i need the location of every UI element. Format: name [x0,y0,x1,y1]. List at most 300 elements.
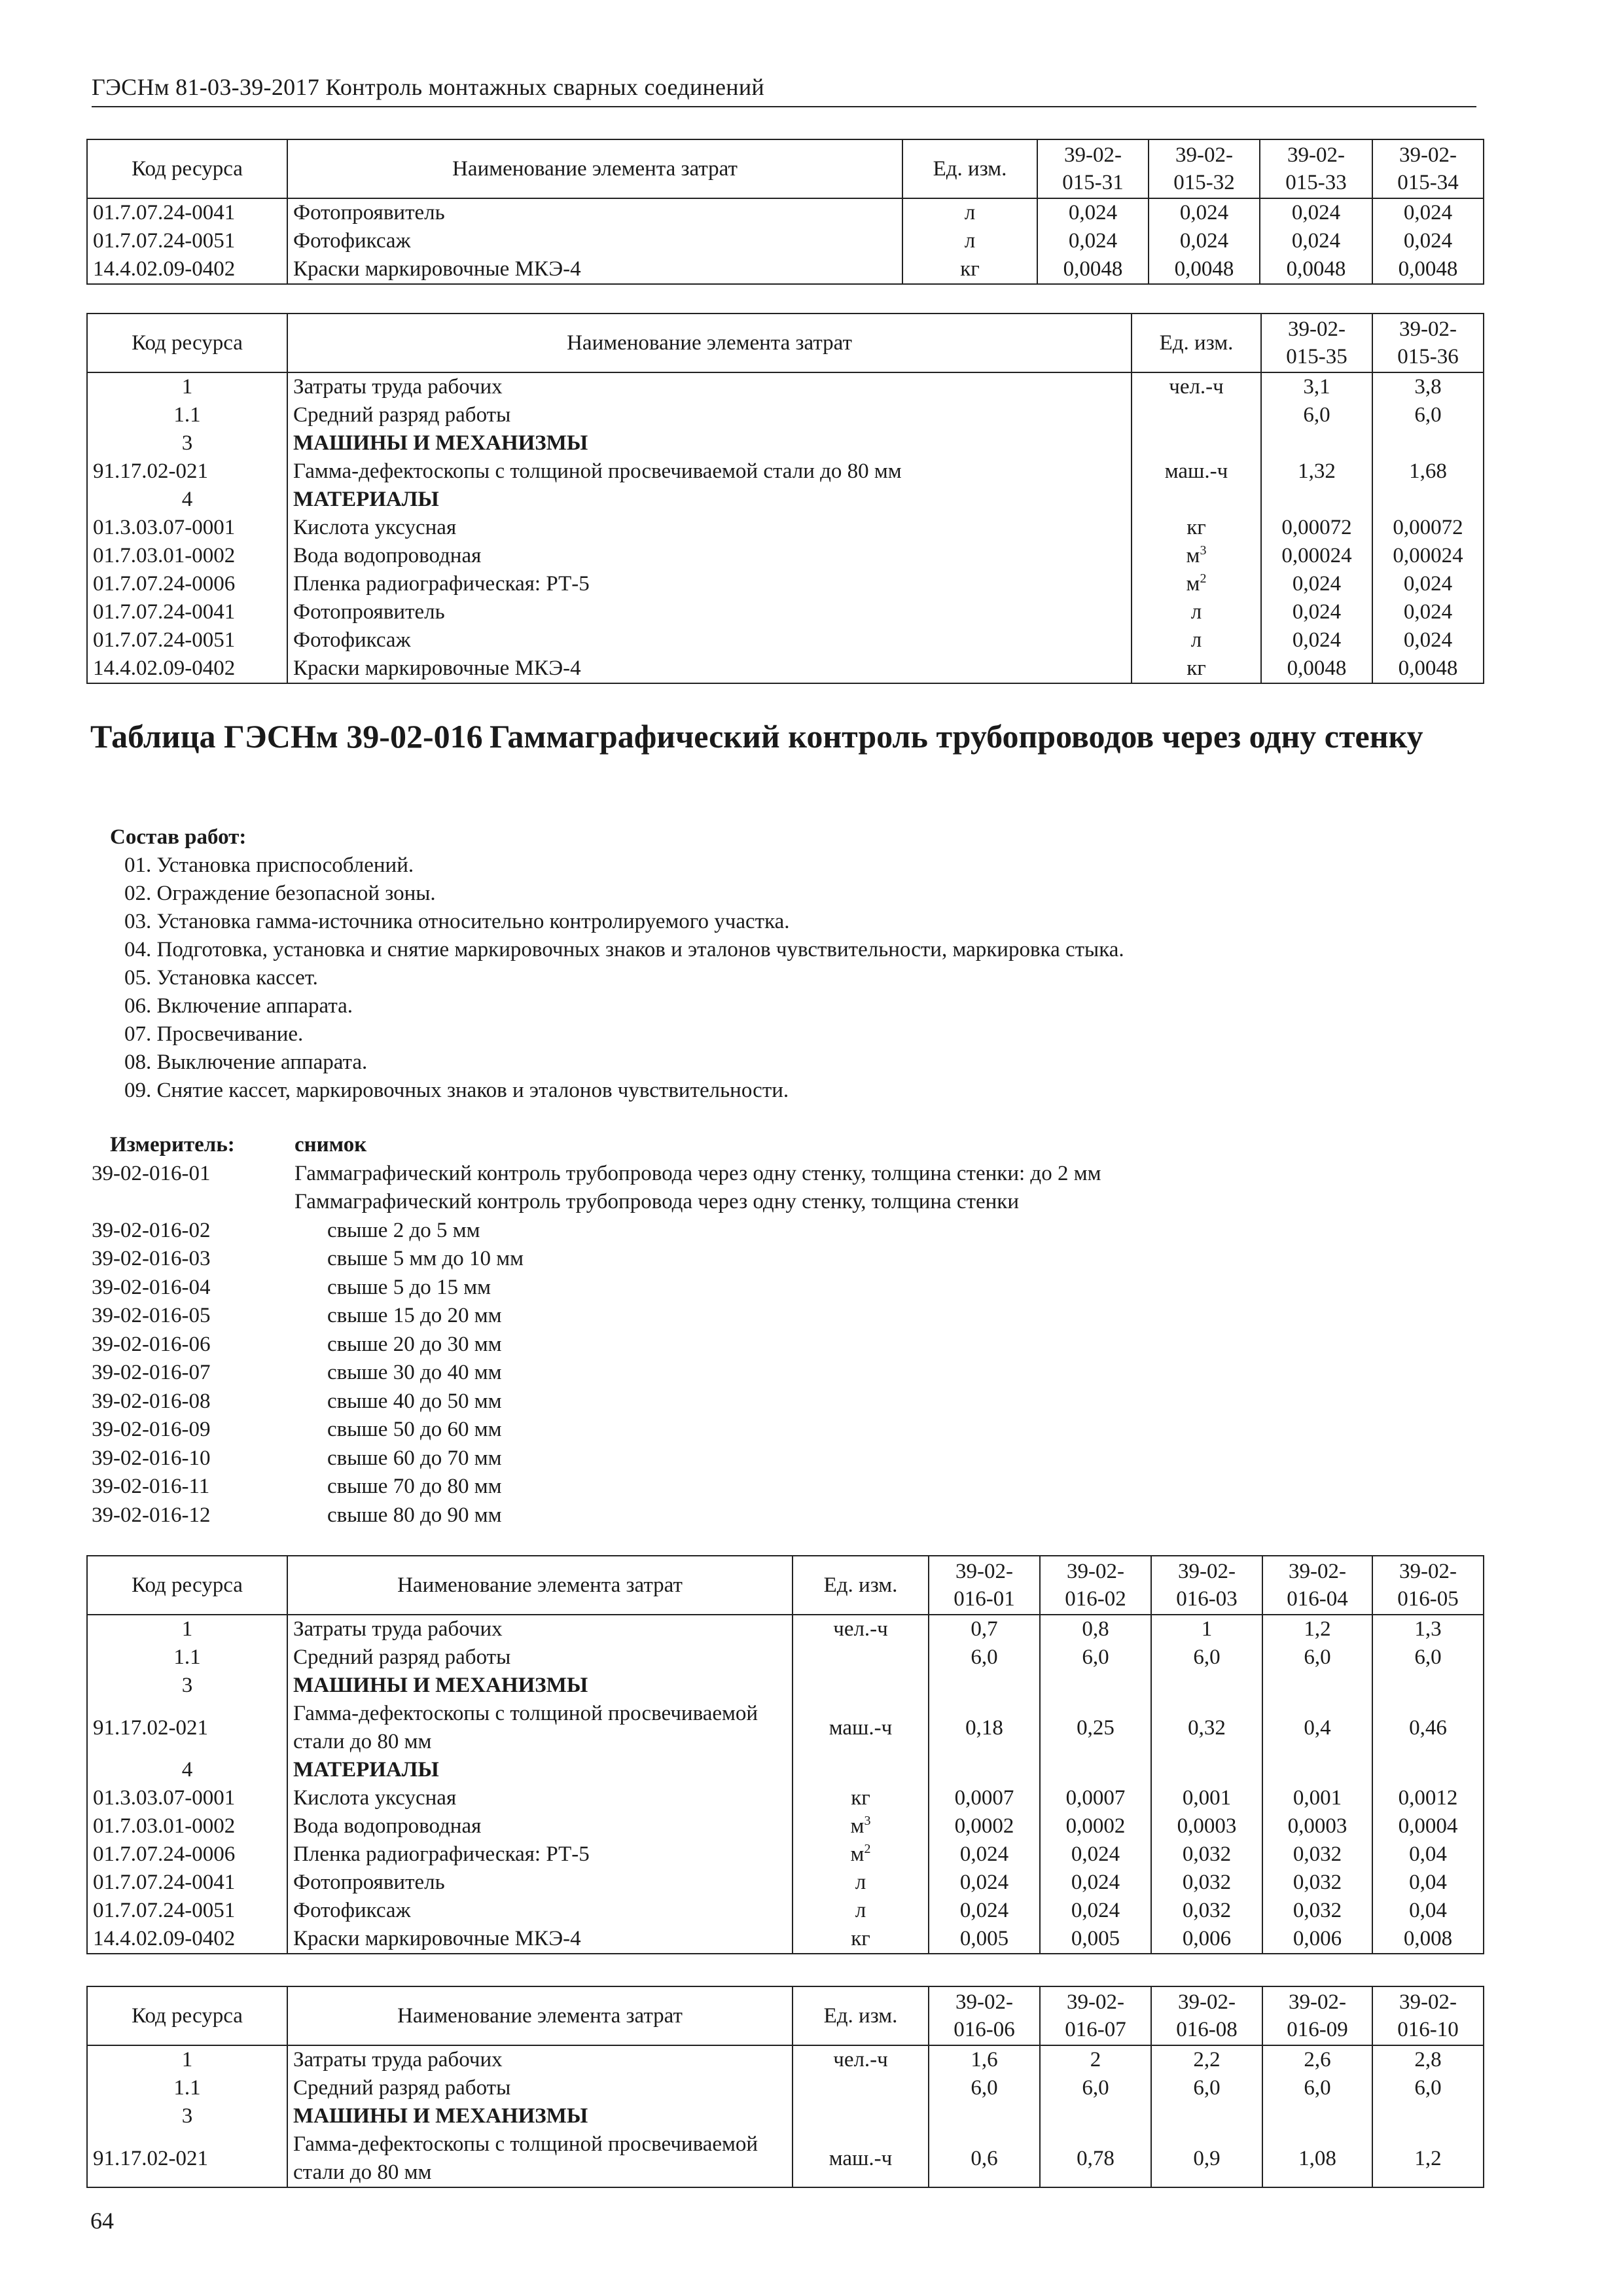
meter-code [92,1188,294,1217]
norm-value: 0,024 [1372,198,1484,227]
resource-name: Фотофиксаж [287,626,1132,655]
norm-code-header: 39-02- 016-06 [929,1986,1040,2045]
resource-code: 01.7.07.24-0041 [87,198,287,227]
resource-name: Затраты труда рабочих [287,2045,793,2074]
section-title [90,716,1491,757]
norm-value: 0,78 [1040,2130,1151,2187]
norm-value: 0,005 [929,1925,1040,1954]
meter-unit: снимок [294,1133,367,1157]
column-header: Наименование элемента затрат [287,1986,793,2045]
resource-name: Фотопроявитель [287,1869,793,1897]
table-row [87,1615,1484,1643]
norm-value: 0,0002 [929,1812,1040,1840]
meter-line [92,1501,1101,1530]
norm-value: 0,0048 [1261,655,1372,683]
norm-value: 0,0048 [1372,255,1484,284]
table-row [87,2045,1484,2074]
norm-value: 0,0003 [1151,1812,1262,1840]
norm-code-header: 39-02- 016-03 [1151,1556,1262,1615]
norm-value: 0,04 [1372,1897,1484,1925]
meter-text: свыше 50 до 60 мм [327,1418,502,1441]
unit-cell: маш.-ч [793,1700,929,1756]
norm-value: 0,024 [929,1840,1040,1869]
norm-value: 0,7 [929,1615,1040,1643]
norm-value: 0,024 [1149,198,1260,227]
norm-code-header: 39-02- 016-10 [1372,1986,1484,2045]
resource-name: Фотопроявитель [287,198,902,227]
resource-table-016-01-05 [86,1555,1484,1954]
norm-value: 0,005 [1040,1925,1151,1954]
page-number: 64 [90,2208,114,2234]
column-header: Наименование элемента затрат [287,139,902,198]
table-row [87,542,1484,570]
norm-value: 0,001 [1262,1784,1372,1812]
norm-value: 0,0002 [1040,1812,1151,1840]
unit-cell [1132,486,1261,514]
norm-value: 6,0 [929,1643,1040,1672]
meter-text: свыше 30 до 40 мм [327,1361,502,1384]
table-row [87,255,1484,284]
norm-value: 0,032 [1151,1840,1262,1869]
unit-cell: $м^2$ [1132,570,1261,598]
norm-value [1372,1756,1484,1784]
norm-value: 6,0 [1040,1643,1151,1672]
norm-value: 0,024 [1149,227,1260,255]
norm-value: 0,032 [1262,1869,1372,1897]
work-item: 07. Просвечивание. [124,1022,304,1046]
norm-value: 2,2 [1151,2045,1262,2074]
column-header: Код ресурса [87,314,287,372]
norm-value: 0,9 [1151,2130,1262,2187]
norm-value: 0,00072 [1372,514,1484,542]
unit-cell: кг [1132,655,1261,683]
unit-cell: $м^3$ [793,1812,929,1840]
meter-code: 39-02-016-04 [92,1275,211,1299]
resource-code: 91.17.02-021 [87,457,287,486]
norm-value: 1,32 [1261,457,1372,486]
norm-value: 0,024 [1261,626,1372,655]
norm-value [1372,429,1484,457]
norm-value: 0,0012 [1372,1784,1484,1812]
norm-value: 0,00024 [1372,542,1484,570]
resource-code: 01.7.07.24-0051 [87,626,287,655]
norm-value: 0,008 [1372,1925,1484,1954]
unit-cell: чел.-ч [1132,372,1261,401]
unit-cell: маш.-ч [793,2130,929,2187]
norm-value: 0,006 [1151,1925,1262,1954]
norm-value: 0,0007 [1040,1784,1151,1812]
resource-name: Вода водопроводная [287,1812,793,1840]
norm-value [1040,1756,1151,1784]
norm-value: 0,4 [1262,1700,1372,1756]
column-header: Ед. изм. [793,1556,929,1615]
work-items-list [110,852,1124,1105]
work-item: 04. Подготовка, установка и снятие маркировочных знаков и эталонов чувствительности, маркировка стыка. [124,938,1124,961]
column-header: Код ресурса [87,139,287,198]
norm-value: 0,024 [1372,227,1484,255]
resource-table-015-31-34 [86,139,1484,285]
table-header-row [87,139,1484,198]
resource-code: 1.1 [87,1643,287,1672]
norm-value [1372,486,1484,514]
table-row [87,598,1484,626]
resource-code: 1 [87,1615,287,1643]
meter-code: 39-02-016-03 [92,1247,211,1270]
work-item: 08. Выключение аппарата. [124,1050,368,1074]
resource-name: Гамма-дефектоскопы с толщиной просвечиваемой стали до 80 мм [287,2130,793,2187]
norm-value: 0,32 [1151,1700,1262,1756]
table-row [87,2074,1484,2102]
norm-value: 0,00024 [1261,542,1372,570]
norm-value: 0,024 [1037,198,1149,227]
meter-code: 39-02-016-02 [92,1218,211,1242]
table-row [87,1840,1484,1869]
unit-cell: кг [793,1925,929,1954]
unit-exponent: 2 [1200,571,1207,586]
norm-value: 0,0048 [1037,255,1149,284]
meter-line [92,1388,1101,1416]
norm-code-header: 39-02- 015-36 [1372,314,1484,372]
meter-header [92,1131,1101,1160]
resource-code: 3 [87,1672,287,1700]
norm-value: 3,8 [1372,372,1484,401]
unit-cell: л [902,198,1037,227]
norm-value: 0,0007 [929,1784,1040,1812]
resource-code: 01.7.07.24-0006 [87,570,287,598]
resource-code: 14.4.02.09-0402 [87,1925,287,1954]
unit-cell [1132,401,1261,429]
norm-value: 0,024 [1260,227,1372,255]
norm-value: 0,024 [1037,227,1149,255]
norm-value: 0,032 [1151,1869,1262,1897]
table-row [87,486,1484,514]
meter-lines [92,1160,1101,1530]
resource-code: 01.7.07.24-0041 [87,598,287,626]
norm-value: 6,0 [1372,1643,1484,1672]
meter-code: 39-02-016-01 [92,1161,211,1185]
work-item: 09. Снятие кассет, маркировочных знаков и эталонов чувствительности. [124,1079,789,1102]
norm-value [1151,2102,1262,2130]
meter-line [92,1473,1101,1501]
resource-name: Гамма-дефектоскопы с толщиной просвечиваемой стали до 80 мм [287,457,1132,486]
meter-line [92,1359,1101,1388]
resource-code: 14.4.02.09-0402 [87,655,287,683]
norm-code-header: 39-02- 016-09 [1262,1986,1372,2045]
unit-cell [793,2074,929,2102]
norm-code-header: 39-02- 015-34 [1372,139,1484,198]
meter-text: свыше 80 до 90 мм [327,1503,502,1527]
norm-value: 2 [1040,2045,1151,2074]
column-header: Ед. изм. [902,139,1037,198]
meter-line [92,1245,1101,1274]
norm-value: 1,2 [1372,2130,1484,2187]
meter-text: свыше 60 до 70 мм [327,1446,502,1470]
resource-code: 91.17.02-021 [87,1700,287,1756]
norm-value: 1 [1151,1615,1262,1643]
norm-code-header: 39-02- 016-08 [1151,1986,1262,2045]
table-row [87,626,1484,655]
resource-name: Вода водопроводная [287,542,1132,570]
table-row [87,457,1484,486]
resource-name: МАШИНЫ И МЕХАНИЗМЫ [287,1672,793,1700]
resource-code: 01.7.03.01-0002 [87,1812,287,1840]
norm-value: 0,024 [929,1869,1040,1897]
unit-cell: кг [902,255,1037,284]
page-header: ГЭСНм 81-03-39-2017 Контроль монтажных сварных соединений [92,73,1476,107]
norm-value: 0,024 [1040,1840,1151,1869]
norm-value: 0,18 [929,1700,1040,1756]
norm-value: 6,0 [1151,2074,1262,2102]
norm-value: 0,024 [1372,570,1484,598]
work-item: 05. Установка кассет. [124,966,318,990]
norm-value: 2,6 [1262,2045,1372,2074]
unit-cell [793,2102,929,2130]
norm-value [1261,486,1372,514]
resource-name: Кислота уксусная [287,514,1132,542]
norm-value: 6,0 [929,2074,1040,2102]
meter-text: свыше 2 до 5 мм [327,1218,480,1242]
unit-cell: маш.-ч [1132,457,1261,486]
resource-name: Фотофиксаж [287,1897,793,1925]
meter-line [92,1160,1101,1189]
norm-value: 0,0004 [1372,1812,1484,1840]
resource-name: Пленка радиографическая: РТ-5 [287,1840,793,1869]
table-row [87,1869,1484,1897]
norm-value: 0,032 [1151,1897,1262,1925]
resource-name: Краски маркировочные МКЭ-4 [287,655,1132,683]
table-row [87,227,1484,255]
meter-text: свыше 5 мм до 10 мм [327,1247,524,1270]
norm-value: 6,0 [1372,2074,1484,2102]
resource-name: Затраты труда рабочих [287,1615,793,1643]
resource-name: Пленка радиографическая: РТ-5 [287,570,1132,598]
resource-name: Гамма-дефектоскопы с толщиной просвечиваемой стали до 80 мм [287,1700,793,1756]
table-header-row [87,1556,1484,1615]
unit-exponent: 3 [864,1814,871,1828]
unit-cell: $м^3$ [1132,542,1261,570]
unit-exponent: 2 [864,1842,871,1856]
column-header: Наименование элемента затрат [287,1556,793,1615]
meter-text: свыше 70 до 80 мм [327,1475,502,1498]
resource-code: 4 [87,1756,287,1784]
resource-name: Средний разряд работы [287,1643,793,1672]
norm-value: 0,024 [929,1897,1040,1925]
meter-code: 39-02-016-12 [92,1503,211,1527]
resource-name: МАШИНЫ И МЕХАНИЗМЫ [287,429,1132,457]
table-row [87,198,1484,227]
table-row [87,372,1484,401]
meter-text: Гаммаграфический контроль трубопровода через одну стенку, толщина стенки [294,1190,1019,1213]
norm-value: 1,08 [1262,2130,1372,2187]
norm-value: 6,0 [1372,401,1484,429]
table-row [87,1897,1484,1925]
norm-value [929,1756,1040,1784]
norm-value: 0,04 [1372,1869,1484,1897]
norm-value: 0,0003 [1262,1812,1372,1840]
norm-value: 0,04 [1372,1840,1484,1869]
resource-code: 01.3.03.07-0001 [87,514,287,542]
resource-name: МАШИНЫ И МЕХАНИЗМЫ [287,2102,793,2130]
meter-text: Гаммаграфический контроль трубопровода через одну стенку, толщина стенки: до 2 мм [294,1161,1101,1185]
table-header-row [87,314,1484,372]
table-header-row [87,1986,1484,2045]
resource-name: Кислота уксусная [287,1784,793,1812]
meter-line [92,1416,1101,1444]
norm-value: 0,25 [1040,1700,1151,1756]
norm-value: 0,032 [1262,1897,1372,1925]
meter-section [92,1131,1101,1530]
norm-value: 6,0 [1262,2074,1372,2102]
norm-value: 0,6 [929,2130,1040,2187]
norm-value [1040,2102,1151,2130]
unit-cell [1132,429,1261,457]
norm-value [1262,1672,1372,1700]
norm-value: 0,024 [1372,626,1484,655]
resource-code: 1 [87,2045,287,2074]
resource-name: Фотопроявитель [287,598,1132,626]
resource-code: 1.1 [87,2074,287,2102]
work-item: 01. Установка приспособлений. [124,853,414,877]
meter-code: 39-02-016-10 [92,1446,211,1470]
norm-value: 1,68 [1372,457,1484,486]
table-row [87,1672,1484,1700]
meter-line [92,1444,1101,1473]
meter-label: Измеритель: [110,1133,235,1157]
norm-code-header: 39-02- 016-01 [929,1556,1040,1615]
resource-code: 91.17.02-021 [87,2130,287,2187]
unit-cell: $м^2$ [793,1840,929,1869]
unit-cell: л [902,227,1037,255]
resource-name: МАТЕРИАЛЫ [287,1756,793,1784]
resource-code: 3 [87,429,287,457]
norm-value [1262,2102,1372,2130]
meter-code: 39-02-016-05 [92,1304,211,1327]
meter-text: свыше 5 до 15 мм [327,1275,491,1299]
meter-text: свыше 20 до 30 мм [327,1332,502,1356]
resource-name: Средний разряд работы [287,401,1132,429]
resource-code: 01.7.07.24-0006 [87,1840,287,1869]
table-row [87,1812,1484,1840]
table-row [87,514,1484,542]
norm-value: 0,00072 [1261,514,1372,542]
norm-value: 0,024 [1260,198,1372,227]
meter-text: свыше 15 до 20 мм [327,1304,502,1327]
norm-value: 0,024 [1040,1897,1151,1925]
work-item: 02. Ограждение безопасной зоны. [124,882,436,905]
norm-code-header: 39-02- 015-31 [1037,139,1149,198]
norm-value: 0,024 [1372,598,1484,626]
work-composition [110,823,1124,1105]
table-row [87,429,1484,457]
resource-name: Средний разряд работы [287,2074,793,2102]
meter-line [92,1274,1101,1302]
table-title: Гаммаграфический контроль трубопроводов через одну стенку [490,718,1423,755]
resource-code: 1.1 [87,401,287,429]
norm-value: 0,024 [1261,570,1372,598]
meter-code: 39-02-016-11 [92,1475,210,1498]
resource-code: 1 [87,372,287,401]
table-row [87,1756,1484,1784]
norm-value: 0,006 [1262,1925,1372,1954]
norm-value [1151,1756,1262,1784]
meter-code: 39-02-016-06 [92,1332,211,1356]
resource-name: Краски маркировочные МКЭ-4 [287,255,902,284]
norm-value: 0,8 [1040,1615,1151,1643]
resource-code: 14.4.02.09-0402 [87,255,287,284]
column-header: Ед. изм. [1132,314,1261,372]
table-row [87,570,1484,598]
meter-code: 39-02-016-07 [92,1361,211,1384]
table-row [87,655,1484,683]
resource-code: 4 [87,486,287,514]
resource-name: Затраты труда рабочих [287,372,1132,401]
norm-value: 1,2 [1262,1615,1372,1643]
resource-name: МАТЕРИАЛЫ [287,486,1132,514]
table-row [87,401,1484,429]
meter-line [92,1188,1101,1217]
norm-value [1261,429,1372,457]
column-header: Наименование элемента затрат [287,314,1132,372]
norm-value: 0,024 [1040,1869,1151,1897]
norm-value: 2,8 [1372,2045,1484,2074]
table-row [87,2130,1484,2187]
norm-value: 6,0 [1262,1643,1372,1672]
work-composition-heading: Состав работ: [110,825,247,849]
resource-code: 3 [87,2102,287,2130]
column-header: Ед. изм. [793,1986,929,2045]
unit-cell: кг [793,1784,929,1812]
unit-cell [793,1643,929,1672]
unit-cell: л [1132,626,1261,655]
norm-value: 3,1 [1261,372,1372,401]
table-row [87,2102,1484,2130]
unit-cell: кг [1132,514,1261,542]
unit-cell: чел.-ч [793,2045,929,2074]
resource-table-015-35-36 [86,313,1484,684]
norm-value: 0,001 [1151,1784,1262,1812]
unit-cell [793,1756,929,1784]
work-item: 03. Установка гамма-источника относительно контролируемого участка. [124,910,790,933]
table-row [87,1643,1484,1672]
unit-cell [793,1672,929,1700]
resource-name: Краски маркировочные МКЭ-4 [287,1925,793,1954]
norm-value: 1,6 [929,2045,1040,2074]
table-row [87,1925,1484,1954]
norm-value: 0,46 [1372,1700,1484,1756]
unit-cell: л [793,1869,929,1897]
norm-code-header: 39-02- 016-05 [1372,1556,1484,1615]
meter-text: свыше 40 до 50 мм [327,1389,502,1413]
norm-value [1372,2102,1484,2130]
unit-cell: л [793,1897,929,1925]
meter-line [92,1331,1101,1359]
norm-value [1262,1756,1372,1784]
meter-code: 39-02-016-09 [92,1418,211,1441]
resource-name: Фотофиксаж [287,227,902,255]
norm-code-header: 39-02- 016-04 [1262,1556,1372,1615]
unit-cell: чел.-ч [793,1615,929,1643]
norm-code-header: 39-02- 016-02 [1040,1556,1151,1615]
work-item: 06. Включение аппарата. [124,994,353,1018]
norm-value [1372,1672,1484,1700]
resource-code: 01.7.07.24-0051 [87,227,287,255]
norm-value: 0,032 [1262,1840,1372,1869]
norm-value: 0,024 [1261,598,1372,626]
norm-value [929,1672,1040,1700]
meter-line [92,1217,1101,1246]
meter-line [92,1302,1101,1331]
resource-code: 01.7.07.24-0051 [87,1897,287,1925]
